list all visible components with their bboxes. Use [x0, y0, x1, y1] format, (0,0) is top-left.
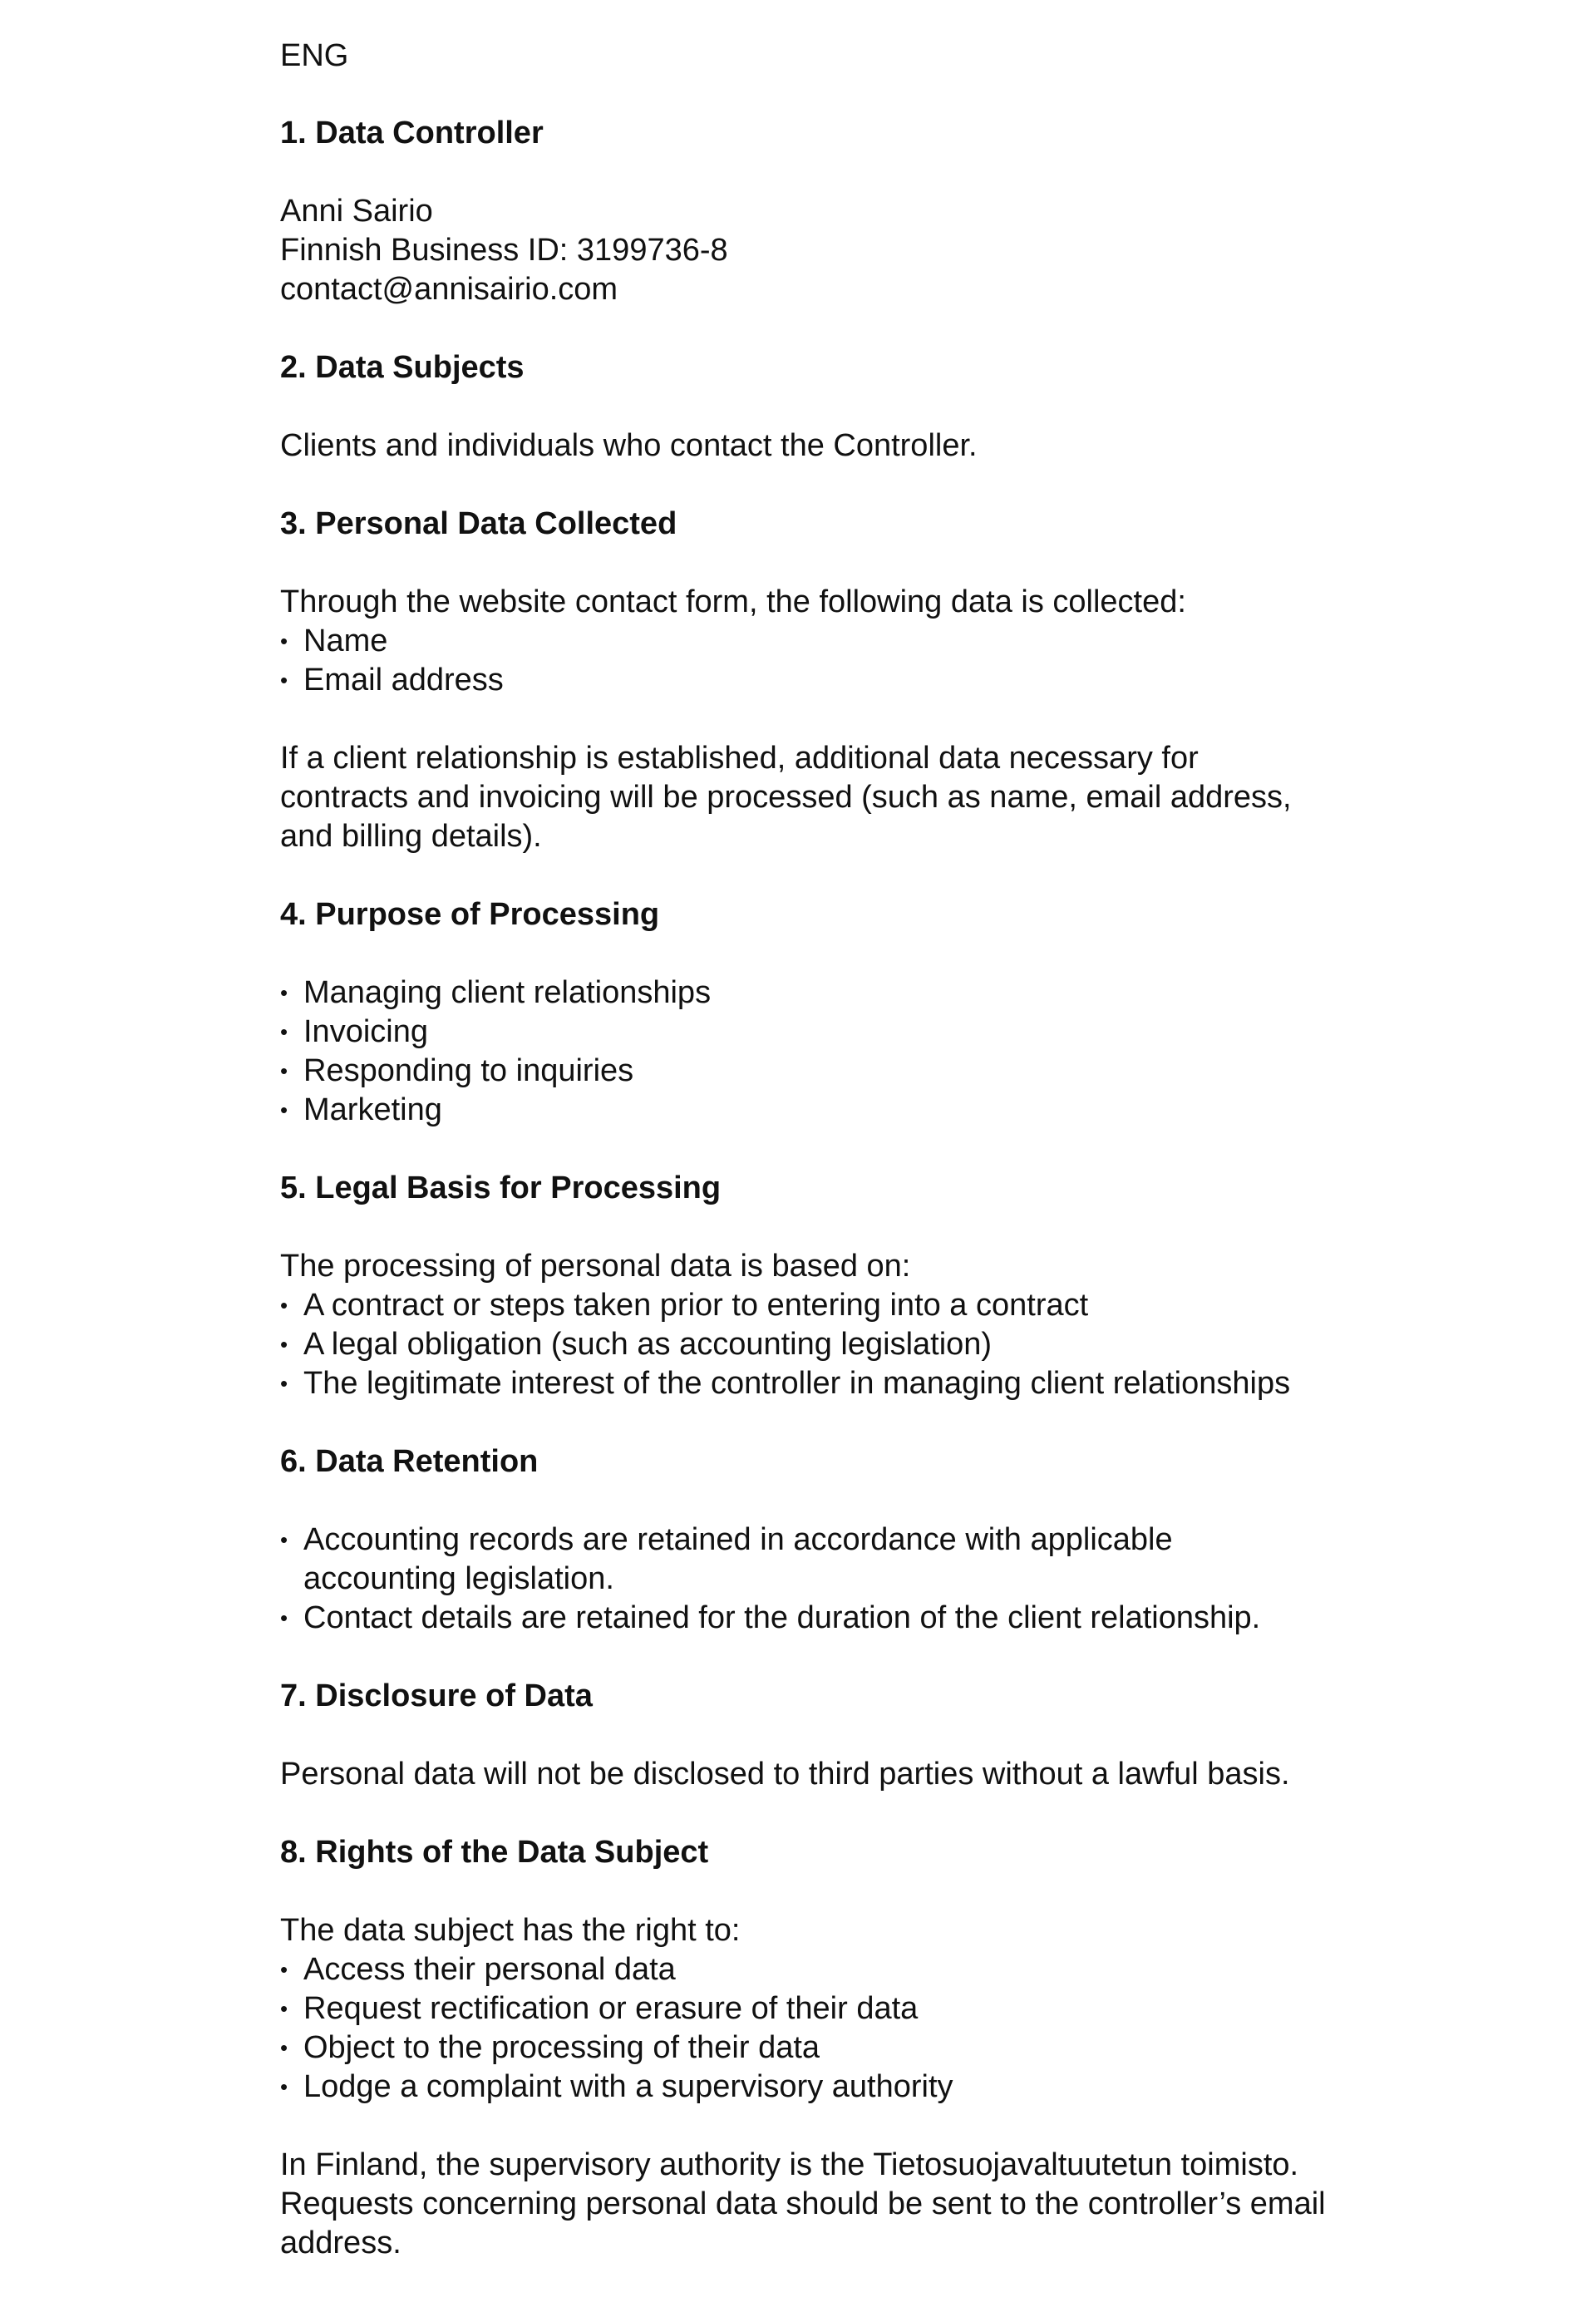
- list-item: • Lodge a complaint with a supervisory authority: [280, 2068, 1386, 2107]
- bullet-list: [280, 974, 1386, 1130]
- bullet-list: [280, 1286, 1386, 1403]
- paragraph-line: In Finland, the supervisory authority is the Tietosuojavaltuutetun toimisto.: [280, 2147, 1299, 2182]
- section-data-retention: [280, 1442, 1386, 1638]
- list-item-line: • Accounting records are retained in accordance with applicable: [303, 1522, 1173, 1557]
- section-paragraph: [280, 739, 1386, 856]
- section-heading: 4. Purpose of Processing: [280, 897, 660, 932]
- paragraph-line: and billing details).: [280, 819, 542, 854]
- contact-email-link[interactable]: contact@annisairio.com: [280, 272, 618, 307]
- language-label: ENG: [280, 38, 349, 73]
- section-heading: 5. Legal Basis for Processing: [280, 1171, 722, 1205]
- section-disclosure: [280, 1677, 1386, 1794]
- section-data-controller: [280, 114, 1386, 309]
- business-id: Finnish Business ID: 3199736-8: [280, 233, 728, 268]
- section-intro: Through the website contact form, the following data is collected:: [280, 584, 1186, 619]
- paragraph-line: address.: [280, 2226, 401, 2260]
- section-rights: [280, 1833, 1386, 2263]
- list-item: [280, 1521, 1386, 1599]
- list-item-line: accounting legislation.: [303, 1561, 614, 1596]
- paragraph-line: Requests concerning personal data should be sent to the controller’s email: [280, 2186, 1326, 2221]
- section-intro: The data subject has the right to:: [280, 1913, 741, 1948]
- list-item: • Access their personal data: [280, 1950, 1386, 1989]
- list-item: • Managing client relationships: [280, 974, 1386, 1013]
- bullet-list: [280, 1521, 1386, 1638]
- bullet-list: [280, 622, 1386, 700]
- list-item: • Object to the processing of their data: [280, 2028, 1386, 2068]
- section-personal-data-collected: [280, 505, 1386, 856]
- section-heading: 3. Personal Data Collected: [280, 506, 677, 541]
- section-text: Clients and individuals who contact the Controller.: [280, 428, 978, 463]
- section-heading: 8. Rights of the Data Subject: [280, 1835, 709, 1870]
- privacy-policy-document: [280, 37, 1386, 2302]
- section-intro: The processing of personal data is based on:: [280, 1249, 911, 1284]
- controller-name: Anni Sairio: [280, 194, 433, 229]
- list-item: • Name: [280, 622, 1386, 661]
- section-heading: 2. Data Subjects: [280, 350, 525, 385]
- bullet-list: [280, 1950, 1386, 2107]
- list-item: • Request rectification or erasure of their data: [280, 1989, 1386, 2028]
- section-data-subjects: [280, 348, 1386, 466]
- list-item: • Email address: [280, 661, 1386, 700]
- section-text: Personal data will not be disclosed to third parties without a lawful basis.: [280, 1757, 1290, 1792]
- section-heading: 6. Data Retention: [280, 1444, 539, 1479]
- list-item: • A contract or steps taken prior to entering into a contract: [280, 1286, 1386, 1325]
- list-item: • Marketing: [280, 1091, 1386, 1130]
- section-purpose-of-processing: [280, 895, 1386, 1130]
- list-item: • Invoicing: [280, 1013, 1386, 1052]
- list-item: • The legitimate interest of the controller in managing client relationships: [280, 1364, 1386, 1403]
- section-heading: 7. Disclosure of Data: [280, 1678, 593, 1713]
- paragraph-line: If a client relationship is established, additional data necessary for: [280, 741, 1199, 776]
- section-legal-basis: [280, 1169, 1386, 1403]
- section-heading: 1. Data Controller: [280, 116, 544, 150]
- section-paragraph: [280, 2146, 1386, 2263]
- list-item: • Contact details are retained for the duration of the client relationship.: [280, 1599, 1386, 1638]
- paragraph-line: contracts and invoicing will be processed (such as name, email address,: [280, 780, 1292, 815]
- list-item: • Responding to inquiries: [280, 1052, 1386, 1091]
- list-item: • A legal obligation (such as accounting legislation): [280, 1325, 1386, 1364]
